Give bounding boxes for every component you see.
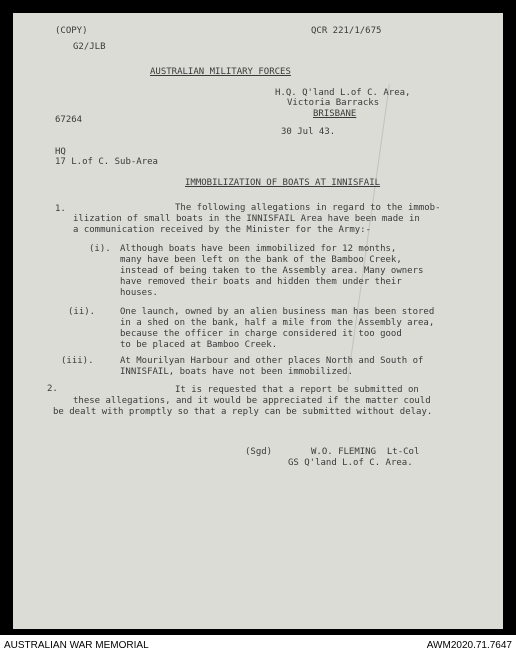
- sender-line-3: BRISBANE: [313, 109, 357, 119]
- addressee-line-1: HQ: [55, 147, 66, 157]
- sub-para-i-line: instead of being taken to the Assembly area. Many owners: [120, 266, 424, 276]
- footer-accession-number: AWM2020.71.7647: [426, 640, 512, 651]
- para-1-line: The following allegations in regard to the immob-: [175, 203, 441, 213]
- reference-initials: G2/JLB: [73, 42, 106, 52]
- subject-heading: IMMOBILIZATION OF BOATS AT INNISFAIL: [185, 178, 381, 188]
- signature-sgd: (Sgd): [245, 447, 273, 457]
- document-page: [13, 13, 503, 629]
- file-reference: QCR 221/1/675: [311, 26, 382, 36]
- para-1-line: ilization of small boats in the INNISFAIL Area have been made in: [73, 214, 420, 224]
- para-2-line: It is requested that a report be submitted on: [175, 385, 419, 395]
- sub-para-iii-number: (iii).: [61, 356, 94, 366]
- copy-mark: (COPY): [55, 26, 88, 36]
- sender-line-1: H.Q. Q'land L.of C. Area,: [275, 88, 411, 98]
- sub-para-i-number: (i).: [89, 244, 111, 254]
- sub-para-iii-line: INNISFAIL, boats have not been immobilized.: [120, 367, 353, 377]
- addressee-line-2: 17 L.of C. Sub-Area: [55, 157, 158, 167]
- sub-para-ii-line: to be placed at Bamboo Creek.: [120, 340, 278, 350]
- sub-para-iii-line: At Mourilyan Harbour and other places North and South of: [120, 356, 424, 366]
- para-1-number: 1.: [55, 204, 66, 214]
- organisation-heading: AUSTRALIAN MILITARY FORCES: [150, 67, 291, 77]
- sub-para-i-line: many have been left on the bank of the Bamboo Creek,: [120, 255, 402, 265]
- sub-para-i-line: Although boats have been immobilized for 12 months,: [120, 244, 397, 254]
- sender-line-2: Victoria Barracks: [287, 98, 380, 108]
- signatory-title: GS Q'land L.of C. Area.: [288, 458, 413, 468]
- para-1-line: a communication received by the Minister for the Army:-: [73, 225, 372, 235]
- sub-para-i-line: have removed their boats and hidden them under their: [120, 277, 402, 287]
- para-2-number: 2.: [47, 384, 58, 394]
- archive-footer: [0, 635, 516, 653]
- footer-institution: AUSTRALIAN WAR MEMORIAL: [4, 640, 149, 651]
- signatory-name: W.O. FLEMING Lt-Col: [311, 447, 420, 457]
- document-number: 67264: [55, 115, 83, 125]
- sub-para-ii-line: because the officer in charge considered it too good: [120, 329, 402, 339]
- document-date: 30 Jul 43.: [281, 127, 336, 137]
- sub-para-ii-line: in a shed on the bank, half a mile from the Assembly area,: [120, 318, 435, 328]
- para-2-line: these allegations, and it would be appreciated if the matter could: [73, 396, 431, 406]
- sub-para-ii-number: (ii).: [68, 307, 96, 317]
- sub-para-i-line: houses.: [120, 288, 158, 298]
- para-2-line: be dealt with promptly so that a reply can be submitted without delay.: [53, 407, 433, 417]
- sub-para-ii-line: One launch, owned by an alien business man has been stored: [120, 307, 435, 317]
